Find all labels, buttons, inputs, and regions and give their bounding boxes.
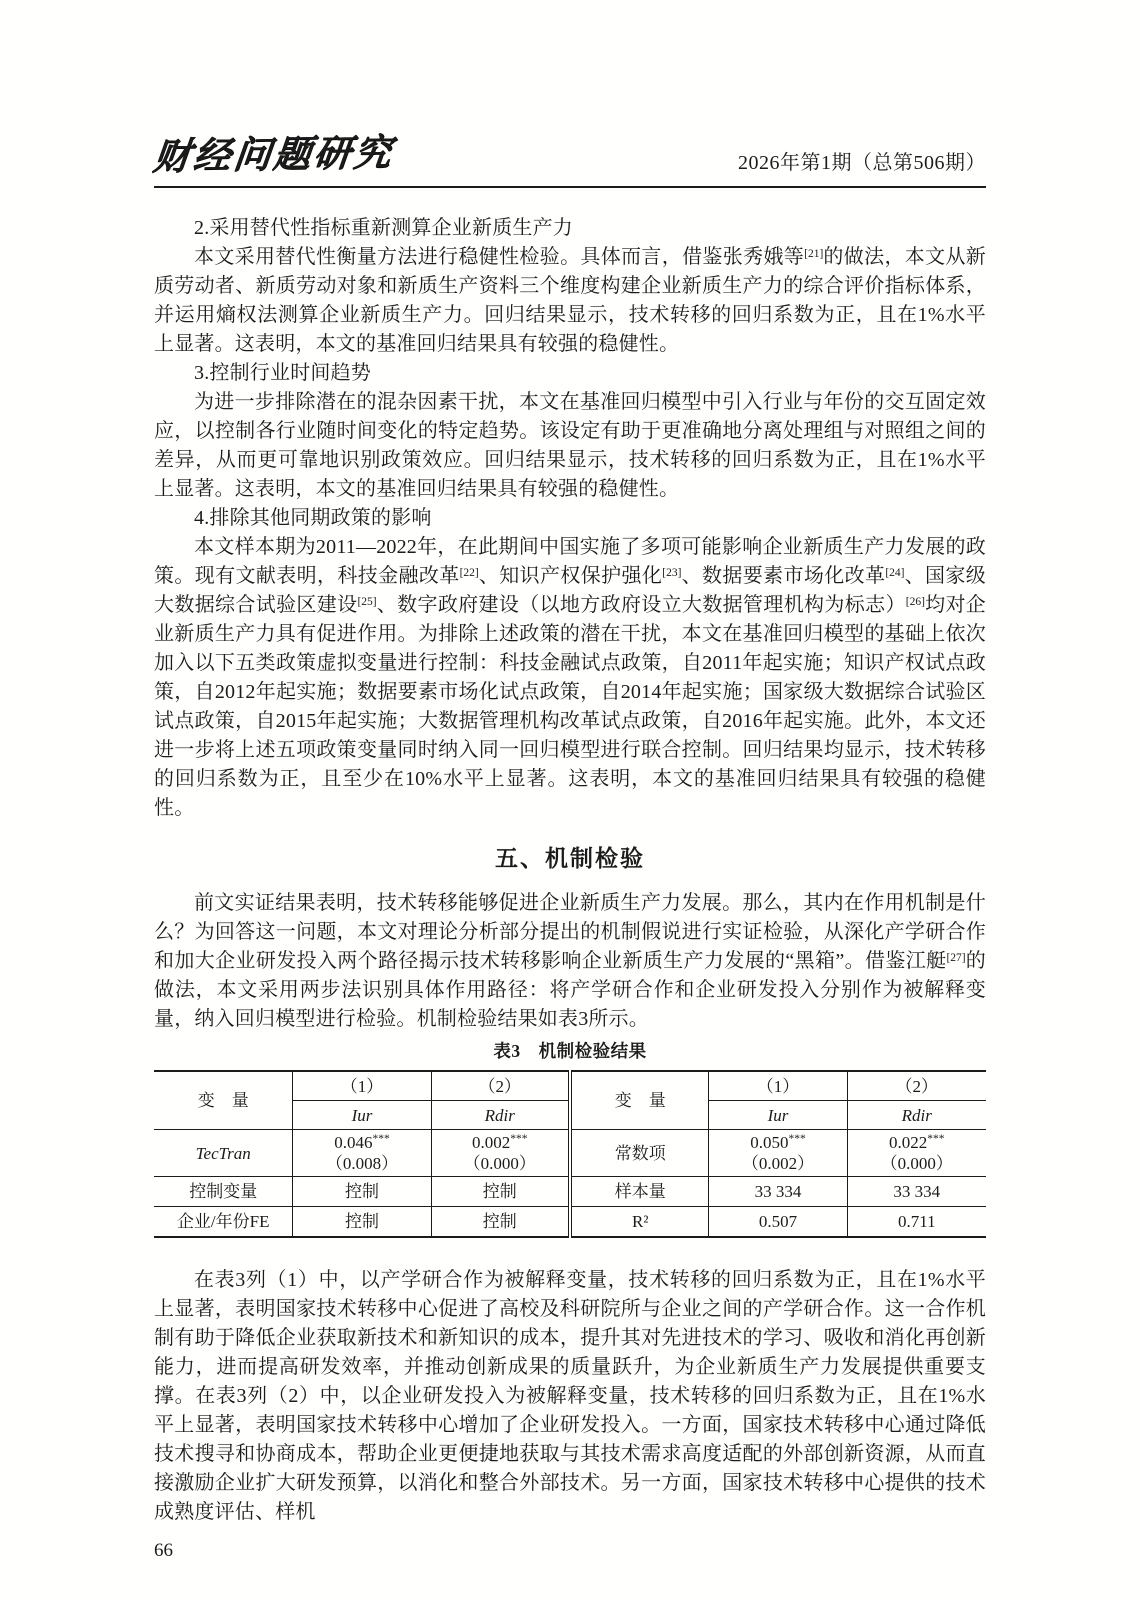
cell-controls-iur: 控制 xyxy=(293,1177,431,1207)
header-var-right: 变 量 xyxy=(570,1071,709,1130)
header-iur-right: Iur xyxy=(709,1101,847,1130)
row-label-obs: 样本量 xyxy=(570,1177,709,1207)
page-footer xyxy=(0,1540,1140,1562)
coef-value: 0.046*** xyxy=(334,1132,390,1152)
header-col2-right: （2） xyxy=(847,1071,986,1101)
mechanism-results-table xyxy=(154,1070,986,1238)
row-label-constant: 常数项 xyxy=(570,1130,709,1177)
table-header-row-1 xyxy=(154,1071,986,1101)
cell-constant-iur xyxy=(709,1130,847,1177)
table-row-fe xyxy=(154,1207,986,1238)
header-iur-left: Iur xyxy=(293,1101,431,1130)
row-label-r2: R² xyxy=(570,1207,709,1238)
coef-se: （0.002） xyxy=(741,1154,815,1173)
coef-value: 0.022*** xyxy=(889,1132,945,1152)
coef-se: （0.000） xyxy=(463,1154,536,1173)
cell-constant-rdir xyxy=(847,1130,986,1177)
header-col1-left: （1） xyxy=(293,1071,431,1101)
paragraph-other-policies: 本文样本期为2011—2022年，在此期间中国实施了多项可能影响企业新质生产力发展的政策。现有文献表明，科技金融改革[22]、知识产权保护强化[23]、数据要素市场化改革[24]、国家级大数据综合试验区建设[25]、数字政府建设（以地方政府设立大数据管理机构为标志）[26]均对企业新质生产力具有促进作用。为排除上述政策的潜在干扰，本文在基准回归模型的基础上依次加入以下五类政策虚拟变量进行控制：科技金融试点政策，自2011年起实施；知识产权试点政策，自2012年起实施；数据要素市场化试点政策，自2014年起实施；国家级大数据综合试验区试点政策，自2015年起实施；大数据管理机构改革试点政策，自2016年起实施。此外，本文还进一步将上述五项政策变量同时纳入同一回归模型进行联合控制。回归结果均显示，技术转移的回归系数为正，且至少在10%水平上显著。这表明，本文的基准回归结果具有较强的稳健性。 xyxy=(154,536,987,819)
paragraph-mechanism-intro: 前文实证结果表明，技术转移能够促进企业新质生产力发展。那么，其内在作用机制是什么？为回答这一问题，本文对理论分析部分提出的机制假说进行实证检验，从深化产学研合作和加大企业研发投入两个路径揭示技术转移影响企业新质生产力发展的“黑箱”。借鉴江艇[27]的做法，本文采用两步法识别具体作用路径：将产学研合作和企业研发投入分别作为被解释变量，纳入回归模型进行检验。机制检验结果如表3所示。 xyxy=(154,892,986,1030)
subheading-industry-trend: 3.控制行业时间趋势 xyxy=(194,362,371,384)
table-row-tectran xyxy=(154,1130,986,1177)
subheading-alt-measure: 2.采用替代性指标重新测算企业新质生产力 xyxy=(194,217,573,239)
table-row-controls xyxy=(154,1177,986,1207)
page-number: 66 xyxy=(154,1540,173,1561)
header-var-left: 变 量 xyxy=(154,1071,293,1130)
cell-r2-rdir: 0.711 xyxy=(847,1207,986,1238)
cell-tectran-rdir xyxy=(431,1130,570,1177)
paragraph-alt-measure: 本文采用替代性衡量方法进行稳健性检验。具体而言，借鉴张秀娥等[21]的做法，本文从新质劳动者、新质劳动对象和新质生产资料三个维度构建企业新质生产力的综合评价指标体系，并运用熵权法测算企业新质生产力。回归结果显示，技术转移的回归系数为正，且在1%水平上显著。这表明，本文的基准回归结果具有较强的稳健性。 xyxy=(154,246,986,355)
table-caption: 表3 机制检验结果 xyxy=(493,1041,647,1061)
row-label-controls: 控制变量 xyxy=(154,1177,293,1207)
page-body xyxy=(0,188,1140,1527)
cell-fe-iur: 控制 xyxy=(293,1207,431,1238)
page-header xyxy=(0,0,1140,186)
cell-obs-rdir: 33 334 xyxy=(847,1177,986,1207)
paragraph-industry-trend: 为进一步排除潜在的混杂因素干扰，本文在基准回归模型中引入行业与年份的交互固定效应，以控制各行业随时间变化的特定趋势。该设定有助于更准确地分离处理组与对照组之间的差异，从而更可靠地识别政策效应。回归结果显示，技术转移的回归系数为正，且在1%水平上显著。这表明，本文的基准回归结果具有较强的稳健性。 xyxy=(154,391,986,500)
journal-logo: 财经问题研究 xyxy=(151,132,396,179)
cell-tectran-iur xyxy=(293,1130,431,1177)
coef-se: （0.000） xyxy=(880,1154,953,1173)
issue-info: 2026年第1期（总第506期） xyxy=(738,152,986,174)
subheading-other-policies: 4.排除其他同期政策的影响 xyxy=(194,507,432,529)
paragraph-table-discussion: 在表3列（1）中，以产学研合作为被解释变量，技术转移的回归系数为正，且在1%水平上显著，表明国家技术转移中心促进了高校及科研院所与企业之间的产学研合作。这一合作机制有助于降低企业获取新技术和新知识的成本，提升其对先进技术的学习、吸收和消化再创新能力，进而提高研发效率，并推动创新成果的质量跃升，为企业新质生产力发展提供重要支撑。在表3列（2）中，以企业研发投入为被解释变量，技术转移的回归系数为正，且在1%水平上显著，表明国家技术转移中心增加了企业研发投入。一方面，国家技术转移中心通过降低技术搜寻和协商成本，帮助企业更便捷地获取与其技术需求高度适配的外部创新资源，从而直接激励企业扩大研发预算，以消化和整合外部技术。另一方面，国家技术转移中心提供的技术成熟度评估、样机 xyxy=(154,1269,986,1523)
cell-obs-iur: 33 334 xyxy=(709,1177,847,1207)
header-rdir-right: Rdir xyxy=(847,1101,986,1130)
row-label-tectran: TecTran xyxy=(154,1130,293,1177)
cell-controls-rdir: 控制 xyxy=(431,1177,570,1207)
header-col1-right: （1） xyxy=(709,1071,847,1101)
coef-se: （0.008） xyxy=(325,1154,399,1173)
header-rdir-left: Rdir xyxy=(431,1101,570,1130)
row-label-fe: 企业/年份FE xyxy=(176,1212,270,1231)
cell-fe-rdir: 控制 xyxy=(431,1207,570,1238)
coef-value: 0.050*** xyxy=(750,1132,806,1152)
section-title-mechanism: 五、机制检验 xyxy=(495,846,645,871)
cell-r2-iur: 0.507 xyxy=(709,1207,847,1238)
coef-value: 0.002*** xyxy=(472,1132,528,1152)
header-col2-left: （2） xyxy=(431,1071,570,1101)
